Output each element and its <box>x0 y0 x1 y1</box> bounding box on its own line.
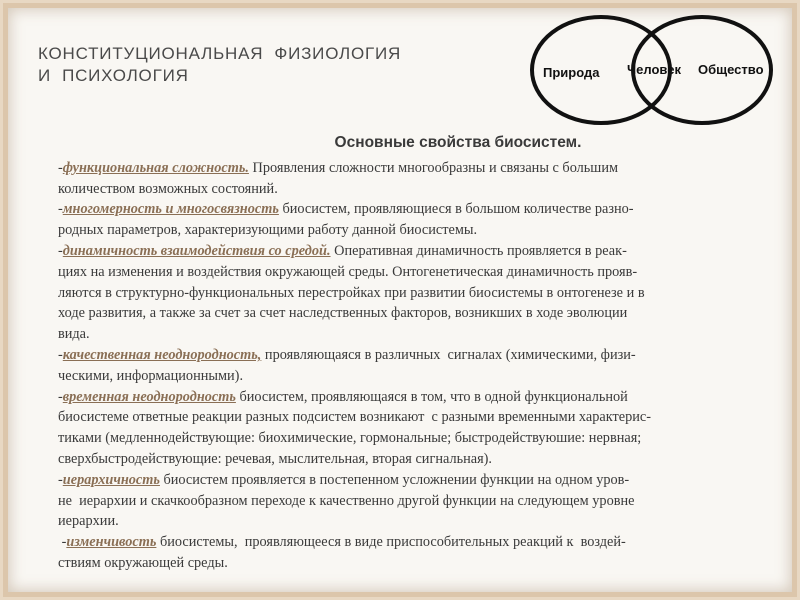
main-content <box>36 133 780 574</box>
property-description-line: циях на изменения и воздействия окружающей среды. Онтогенетическая динамичность прояв- <box>58 263 638 280</box>
property-description-line: вида. <box>58 326 90 343</box>
property-prefix: - <box>58 471 63 488</box>
property-description-line: родных параметров, характеризующими работу данной биосистемы. <box>58 222 478 239</box>
title-line-2: И ПСИХОЛОГИЯ <box>38 66 189 85</box>
property-description: Проявления сложности многообразны и связаны с большим <box>248 159 619 176</box>
property-term: временная неоднородность <box>62 388 236 405</box>
property-term: иерархичность <box>62 471 160 488</box>
property-term: изменчивость <box>66 534 157 551</box>
property-description: биосистем, проявляющаяся в том, что в одной функциональной <box>235 388 628 405</box>
property-description-line: количеством возможных состояний. <box>58 180 278 197</box>
property-description-line: ляются в структурно-функциональных перестройках при развитии биосистемы в онтогенезе и в <box>58 284 645 301</box>
property-description: биосистемы, проявляющееся в виде приспособительных реакций к воздей- <box>156 534 626 551</box>
property-item <box>36 158 780 200</box>
property-item <box>36 532 780 574</box>
property-description-line: биосистеме ответные реакции разных подсистем возникают с разными временными характерис- <box>58 409 651 426</box>
property-description-line: не иерархии и скачкообразном переходе к качественно другой функции на следующем уровне <box>58 492 635 509</box>
slide-title <box>38 43 478 87</box>
property-first-line <box>36 345 780 366</box>
properties-list <box>36 158 780 574</box>
property-item <box>36 199 780 241</box>
property-description: биосистем, проявляющиеся в большом количестве разно- <box>278 201 634 218</box>
property-first-line <box>36 199 780 220</box>
property-item <box>36 387 780 470</box>
property-prefix: - <box>58 242 63 259</box>
property-term: динамичность взаимодействия со средой. <box>62 242 331 259</box>
property-prefix: - <box>58 534 67 551</box>
property-description-line: тиками (медленнодействующие: биохимические, гормональные; быстродействуюшие: нервная; <box>58 430 642 447</box>
venn-label-right: Общество <box>698 62 764 77</box>
property-first-line <box>36 241 780 262</box>
property-description-line: ческими, информационными). <box>58 367 244 384</box>
property-description-line: ходе развития, а также за счет за счет наследственных факторов, возникших в ходе эволюции <box>58 305 628 322</box>
property-item <box>36 345 780 387</box>
property-first-line <box>36 387 780 408</box>
property-description: Оперативная динамичность проявляется в реак- <box>330 242 627 259</box>
property-prefix: - <box>58 388 63 405</box>
property-prefix: - <box>58 159 63 176</box>
property-first-line <box>36 158 780 179</box>
venn-diagram <box>525 10 783 128</box>
property-first-line <box>36 470 780 491</box>
property-description-line: иерархии. <box>58 513 119 530</box>
property-description-line: сверхбыстродействующие: речевая, мыслительная, вторая сигнальная). <box>58 450 493 467</box>
property-term: многомерность и многосвязность <box>62 201 279 218</box>
property-term: качественная неоднородность, <box>62 346 262 363</box>
property-description: проявляющаяся в различных сигналах (химическими, физи- <box>261 346 636 363</box>
property-term: функциональная сложность. <box>62 159 249 176</box>
venn-label-left: Природа <box>543 65 600 80</box>
property-prefix: - <box>58 201 63 218</box>
property-prefix: - <box>58 346 63 363</box>
property-first-line <box>36 532 780 553</box>
property-item <box>36 241 780 345</box>
property-description-line: ствиям окружающей среды. <box>58 554 228 571</box>
property-description: биосистем проявляется в постепенном усложнении функции на одном уров- <box>159 471 630 488</box>
content-heading: Основные свойства биосистем. <box>334 134 582 151</box>
property-item <box>36 470 780 532</box>
title-line-1: КОНСТИТУЦИОНАЛЬНАЯ ФИЗИОЛОГИЯ <box>38 44 402 63</box>
venn-label-center: Человек <box>627 62 681 77</box>
